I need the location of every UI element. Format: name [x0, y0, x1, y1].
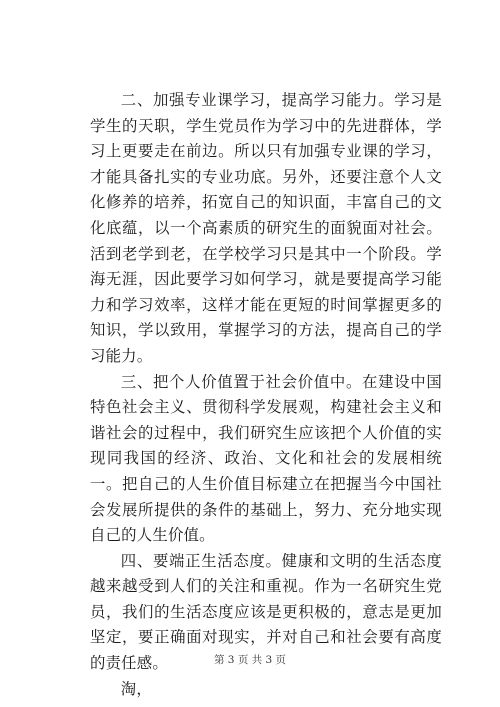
page-footer: 第 3 页 共 3 页 — [213, 654, 287, 666]
paragraph-life-attitude: 四、要端正生活态度。健康和文明的生活态度越来越受到人们的关注和重视。作为一名研究生党员，我们的生活态度应该是更积极的，意志是更加坚定，要正确面对现实，并对自己和社会要有高度的责任感。 — [90, 551, 442, 673]
document-body — [90, 88, 442, 702]
paragraph-study: 二、加强专业课学习，提高学习能力。学习是学生的天职，学生党员作为学习中的先进群体，学习上更要走在前边。所以只有加强专业课的学习，才能具备扎实的专业功底。另外，还要注意个人文化修养的培养，拓宽自己的知识面，丰富自己的文化底蕴，以一个高素质的研究生的面貌面对社会。活到老学到老，在学校学习只是其中一个阶段。学海无涯，因此要学习如何学习，就是要提高学习能力和学习效率，这样才能在更短的时间掌握更多的知识，学以致用，掌握学习的方法，提高自己的学习能力。 — [90, 91, 442, 365]
paragraph-fragment: 淘， — [120, 679, 152, 698]
paragraph-personal-value: 三、把个人价值置于社会价值中。在建设中国特色社会主义、贯彻科学发展观，构建社会主义和谐社会的过程中，我们研究生应该把个人价值的实现同我国的经济、政治、文化和社会的发展相统一。把自己的人生价值目标建立在把握当今中国社会发展所提供的条件的基础上，努力、充分地实现自己的人生价值。 — [90, 372, 442, 545]
